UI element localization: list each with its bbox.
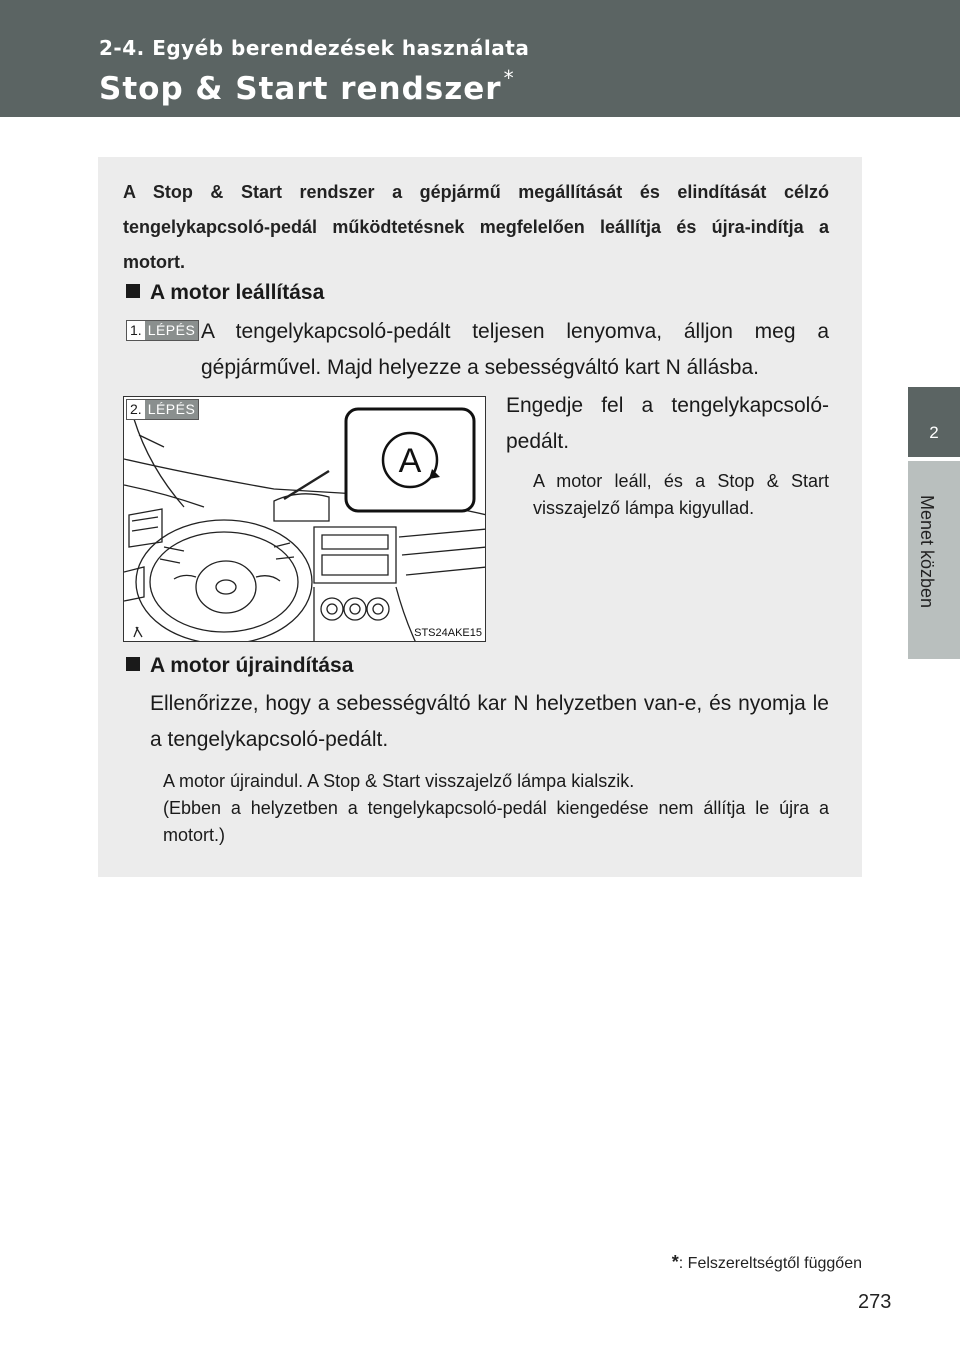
step-word: LÉPÉS	[145, 321, 199, 340]
step-badge-1	[126, 320, 199, 341]
step-badge-2	[126, 399, 199, 420]
dashboard-drawing	[124, 397, 486, 642]
intro-paragraph: A Stop & Start rendszer a gépjármű megállítását és elindítását célzó tengelykapcsoló-pedál működtetésnek megfelelően leállítja és újra-indítja a motort.	[123, 182, 829, 272]
page-header	[0, 0, 960, 117]
figure-code: STS24AKE15	[414, 627, 482, 639]
heading-engine-stop	[126, 281, 324, 305]
step2-note: A motor leáll, és a Stop & Start visszajelző lámpa kigyullad.	[533, 471, 829, 518]
start-stop-button-letter: A	[398, 442, 422, 480]
step2-text: Engedje fel a tengelykapcsoló-pedált.	[506, 394, 829, 453]
step-number: 1.	[127, 321, 145, 340]
step-word: LÉPÉS	[145, 400, 199, 419]
heading-engine-restart	[126, 654, 353, 678]
square-bullet-icon	[126, 657, 140, 671]
step1-text: A tengelykapcsoló-pedált teljesen lenyomva, álljon meg a gépjárművel. Majd helyezze a sebességváltó kart N állásba.	[201, 320, 829, 379]
heading-engine-restart-text: A motor újraindítása	[150, 654, 354, 677]
title-asterisk: *	[503, 66, 515, 90]
page-title-text: Stop & Start rendszer	[99, 71, 502, 107]
dashboard-illustration	[123, 396, 486, 642]
section-label: 2-4. Egyéb berendezések használata	[99, 36, 530, 60]
side-tab-number: 2	[908, 387, 960, 457]
restart-note-2: (Ebben a helyzetben a tengelykapcsoló-pedál kiengedése nem állítja le újra a motort.)	[163, 798, 829, 845]
footnote-text: : Felszereltségtől függően	[678, 1255, 862, 1272]
square-bullet-icon	[126, 284, 140, 298]
page-title	[99, 66, 515, 107]
restart-text: Ellenőrizze, hogy a sebességváltó kar N helyzetben van-e, és nyomja le a tengelykapcsoló-pedált.	[150, 692, 829, 751]
side-tab-label: Menet közben	[917, 495, 937, 609]
step-number: 2.	[127, 400, 145, 419]
footnote-asterisk: *	[671, 1252, 679, 1272]
heading-engine-stop-text: A motor leállítása	[150, 281, 325, 304]
page-number: 273	[858, 1291, 892, 1313]
footnote	[672, 1252, 862, 1273]
restart-note-1: A motor újraindul. A Stop & Start visszajelző lámpa kialszik.	[163, 771, 635, 791]
